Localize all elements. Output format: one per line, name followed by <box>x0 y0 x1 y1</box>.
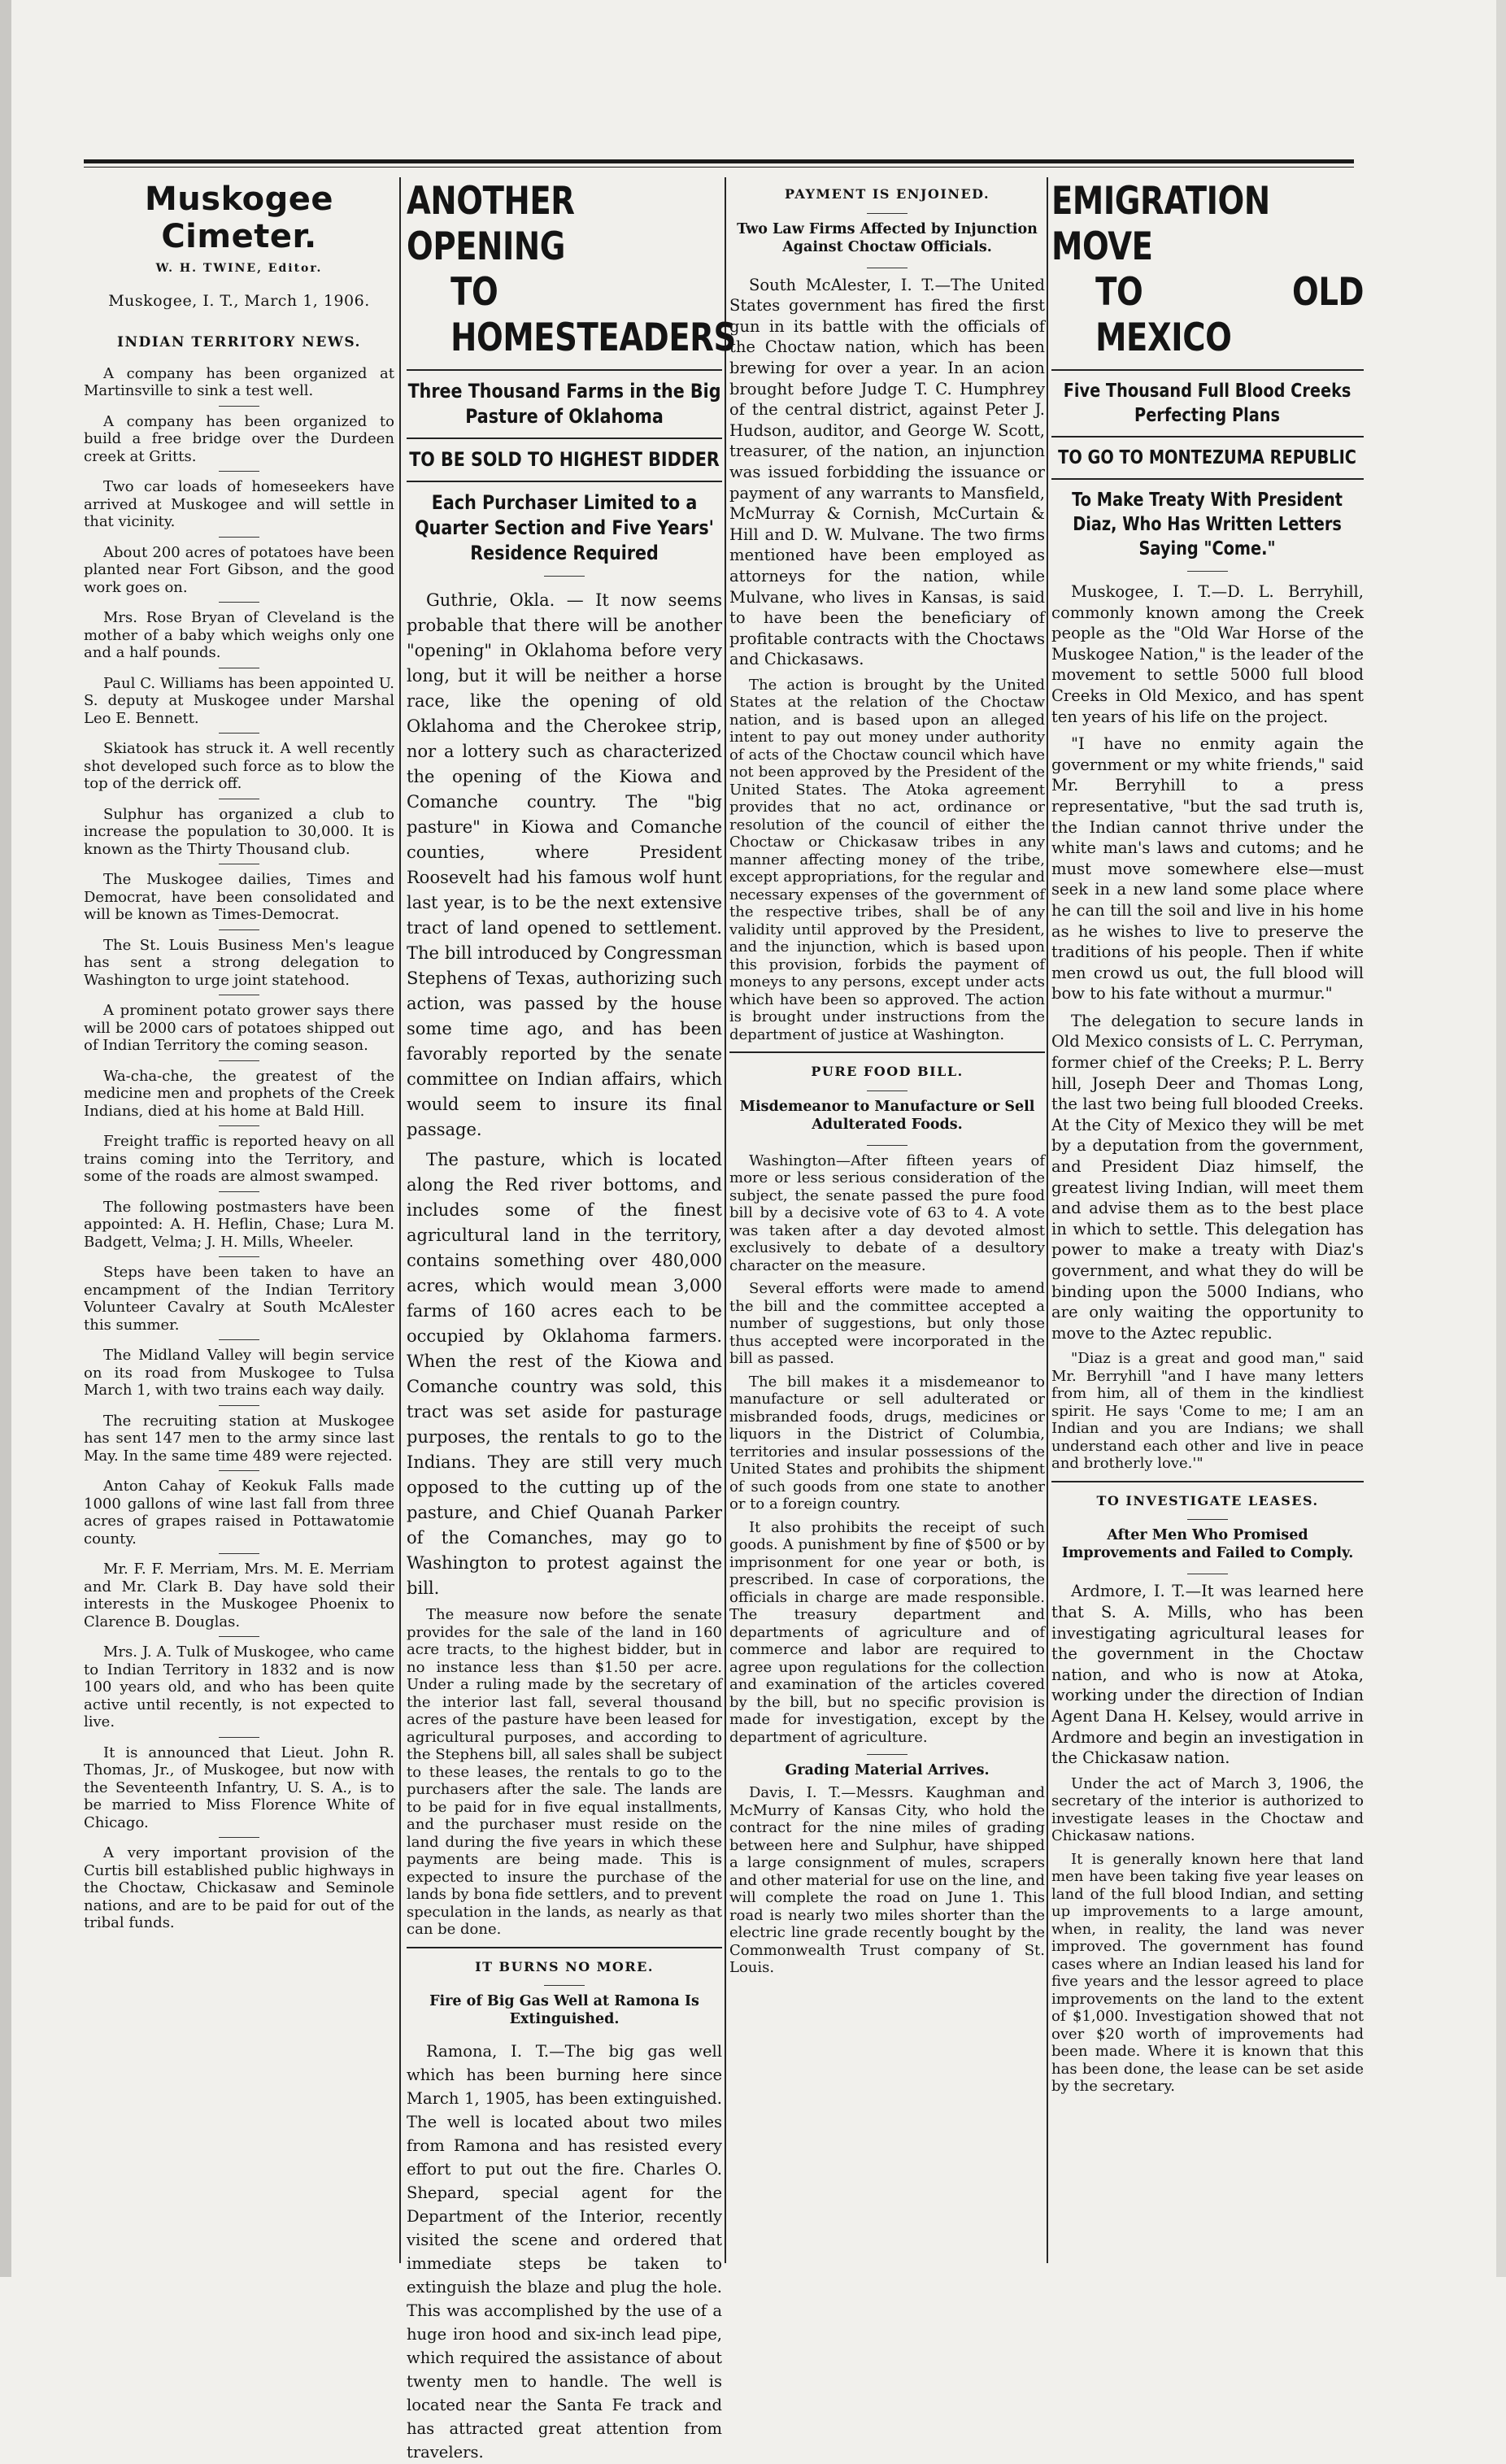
story2-body <box>1051 1581 1364 1768</box>
deck-3: Each Purchaser Limited to a Quarter Section and Five Years' Residence Required <box>415 491 714 564</box>
news-item: Skiatook has struck it. A well recently shot developed such force as to blow the top of the derrick off. <box>84 740 394 793</box>
story2-deck: Misdemeanor to Manufacture or Sell Adulterated Foods. <box>739 1098 1035 1133</box>
story2-heading: TO INVESTIGATE LEASES. <box>1096 1492 1319 1508</box>
headline-emigration <box>1051 179 1364 361</box>
story-paragraph: Davis, I. T.—Messrs. Kaughman and McMurry of Kansas City, who hold the contract for the nine miles of grading between here and Sulphur, have shipped a large consignment of mules, scrapers and other material for use on the line, and will complete the road on June 1. This road is nearly two miles shorter than the electric line grade recently bought by the Commonwealth Trust company of St. Louis. <box>729 1784 1045 1977</box>
headline-line-1: EMIGRATION MOVE <box>1051 179 1270 269</box>
news-item: Anton Cahay of Keokuk Falls made 1000 gallons of wine last fall from three acres of grapes raised in Pottawatomie county. <box>84 1478 394 1548</box>
column-rule-1 <box>399 177 401 2263</box>
masthead-dateline: Muskogee, I. T., March 1, 1906. <box>108 291 370 310</box>
story2-deck: After Men Who Promised Improvements and Failed to Comply. <box>1061 1527 1354 1562</box>
news-item: A prominent potato grower says there will be 2000 cars of potatoes shipped out of Indian Territory the coming season. <box>84 1002 394 1055</box>
news-item: A very important provision of the Curtis bill established public highways in the Choctaw, Chickasaw and Seminole nations, and are to be paid for out of the tribal funds. <box>84 1844 394 1932</box>
story3-body <box>729 1784 1045 1977</box>
story2-heading: IT BURNS NO MORE. <box>475 1958 654 1974</box>
section-heading: INDIAN TERRITORY NEWS. <box>117 334 361 351</box>
story-paragraph: The bill makes it a misdemeanor to manufacture or sell adulterated or misbranded foods, drugs, medicines or liquors in the District of Columbia, territories and insular possessions of the United States and prohibits the shipment of such goods from one state to another or to a foreign country. <box>729 1373 1045 1513</box>
news-item: Paul C. Williams has been appointed U. S. deputy at Muskogee under Marshal Leo E. Bennett. <box>84 674 394 727</box>
story-paragraph: It is generally known here that land men have been taking five year leases on land of the full blood Indian, and setting up improvements to a large amount, when, in reality, the land was never improved. The government has found cases where an Indian leased his land for five years and the lessor agreed to place improvements on the land to the extent of $1,000. Investigation showed that not over $20 worth of improvements had been made. Where it is known that this has been done, the lease can be set aside by the secretary. <box>1051 1850 1364 2096</box>
news-items <box>84 365 394 1932</box>
top-rule <box>84 159 1354 163</box>
top-rule-thin <box>84 167 1354 168</box>
column-rule-3 <box>1047 177 1048 2263</box>
headline-homesteaders <box>407 179 736 361</box>
story-paragraph: South McAlester, I. T.—The United States government has fired the first gun in its battle with the officials of the Choctaw nation, which has been brewing for over a year. In an acion brought before Judge T. C. Humphrey of the central district, against Peter J. Hudson, auditor, and George W. Scott, treasurer, of the nation, an injunction was issued forbidding the issuance or payment of any warrants to Mansfield, McMurray & Cornish, McCurtain & Hill and D. W. Mulvane. The two firms mentioned have been employed as attorneys for the nation, while Mulvane, who lives in Kansas, is said to have been the beneficiary of profitable contracts with the Choctaws and Chickasaws. <box>729 275 1045 669</box>
deck-2: TO BE SOLD TO HIGHEST BIDDER <box>409 448 720 471</box>
story-paragraph: Ardmore, I. T.—It was learned here that S. A. Mills, who has been investigating agricultural leases for the government in the Choctaw nation, and who is now at Atoka, working under the direction of Indian Agent Dana H. Kelsey, would arrive in Ardmore and begin an investigation in the Chickasaw nation. <box>1051 1582 1364 1768</box>
column-4 <box>1051 179 1364 2257</box>
deck-3: To Make Treaty With President Diaz, Who Has Written Letters Saying "Come." <box>1072 490 1343 559</box>
news-item: About 200 acres of potatoes have been planted near Fort Gibson, and the good work goes on. <box>84 543 394 596</box>
story-deck: Two Law Firms Affected by Injunction Against Choctaw Officials. <box>737 220 1038 255</box>
story-paragraph: "I have no enmity again the government or my white friends," said Mr. Berryhill to a press representative, "but the sad truth is, the Indian cannot thrive under the white man's laws and cutoms; and he must move somewhere else—must seek in a new land some place where he can till the soil and live in his home as he wishes to live to preserve the traditions of his people. Then if white men crowd us out, the full blood will bow to his fate without a murmur." <box>1051 734 1364 1003</box>
deck-1: Three Thousand Farms in the Big Pasture of Oklahoma <box>407 380 721 428</box>
news-item: Wa-cha-che, the greatest of the medicine men and prophets of the Creek Indians, died at his home at Bald Hill. <box>84 1067 394 1120</box>
news-item: Freight traffic is reported heavy on all trains coming into the Territory, and some of the roads are almost swamped. <box>84 1133 394 1186</box>
story3-heading: Grading Material Arrives. <box>785 1762 990 1779</box>
column-1 <box>84 179 394 2257</box>
story-paragraph: Muskogee, I. T.—D. L. Berryhill, commonly known among the Creek people as the "Old War Horse of the Muskogee Nation," is the leader of the movement to settle 5000 full blood Creeks in Old Mexico, and has spent ten years of his life on the project. <box>1051 582 1364 726</box>
masthead-editor: W. H. TWINE, Editor. <box>155 262 323 275</box>
story-paragraph: The pasture, which is located along the Red river bottoms, and includes some of the finest agricultural land in the territory, contains something over 480,000 acres, which would mean 3,000 farms of 160 acres each to be occupied by Oklahoma farmers. When the rest of the Kiowa and Comanche country was sold, this tract was set aside for pasturage purposes, the rentals to go to the Indians. They are still very much opposed to the cutting up of the pasture, and Chief Quanah Parker of the Comanches, may go to Washington to protest against the bill. <box>407 1150 722 1598</box>
news-item: The Muskogee dailies, Times and Democrat, have been consolidated and will be known as Times-Democrat. <box>84 871 394 924</box>
deck-2: TO GO TO MONTEZUMA REPUBLIC <box>1058 447 1357 468</box>
news-item: The following postmasters have been appointed: A. H. Heflin, Chase; Lura M. Badgett, Velma; J. H. Mills, Wheeler. <box>84 1198 394 1251</box>
story-heading: PAYMENT IS ENJOINED. <box>784 186 990 202</box>
story-body <box>1051 581 1364 1343</box>
story-paragraph: The action is brought by the United States at the relation of the Choctaw nation, and is based upon an alleged intent to pay out money under authority of acts of the Choctaw council which have not been approved by the President of the United States. The Atoka agreement provides that no act, ordinance or resolution of the council of either the Choctaw or Chickasaw tribes in any manner affecting money of the tribe, except appropriations, for the regular and necessary expenses of the government of the respective tribes, shall be of any validity until approved by the President, and the injunction, which is based upon this provision, forbids the payment of moneys to any persons, except under acts which have been so approved. The action is brought under instructions from the department of justice at Washington. <box>729 676 1045 1043</box>
story2-body <box>729 1152 1045 1747</box>
news-item: The Midland Valley will begin service on its road from Muskogee to Tulsa March 1, with two trains each way daily. <box>84 1347 394 1400</box>
headline-line-2: TO HOMESTEADERS <box>450 270 736 360</box>
news-item: The St. Louis Business Men's league has sent a strong delegation to Washington to urge joint statehood. <box>84 936 394 989</box>
news-item: Mrs. J. A. Tulk of Muskogee, who came to Indian Territory in 1832 and is now 100 years old, and who has been quite active until recently, is not expected to live. <box>84 1643 394 1731</box>
news-item: It is announced that Lieut. John R. Thomas, Jr., of Muskogee, but now with the Seventeenth Infantry, U. S. A., is to be married to Miss Florence White of Chicago. <box>84 1744 394 1831</box>
deck-1: Five Thousand Full Blood Creeks Perfecting Plans <box>1064 381 1351 426</box>
news-item: A company has been organized to build a free bridge over the Durdeen creek at Gritts. <box>84 412 394 465</box>
story-paragraph: It also prohibits the receipt of such goods. A punishment by fine of $500 or by imprisonment for one year or both, is prescribed. In case of corporations, the officials in charge are made responsible. The treasury department and departments of agriculture and of commerce and labor are required to agree upon regulations for the collection and examination of the articles covered by the bill, but no specific provision is made for investigation, except by the department of agriculture. <box>729 1518 1045 1746</box>
page-edge-right <box>1496 0 1506 2277</box>
story-body-continued <box>729 677 1045 1044</box>
story2-heading: PURE FOOD BILL. <box>811 1064 964 1080</box>
story-paragraph: Several efforts were made to amend the bill and the committee accepted a number of suggestions, but only those thus accepted were incorporated in the bill as passed. <box>729 1280 1045 1368</box>
story-body-continued <box>407 1606 722 1939</box>
story-paragraph: "Diaz is a great and good man," said Mr. Berryhill "and I have many letters from him, all of them in the kindliest spirit. He says 'Come to me; I am an Indian and you are Indians; we shall understand each other and live in peace and brotherly love.'" <box>1051 1350 1364 1473</box>
news-item: Steps have been taken to have an encampment of the Indian Territory Volunteer Cavalry at South McAlester this summer. <box>84 1264 394 1334</box>
masthead-title: Muskogee Cimeter. <box>145 181 333 255</box>
story-paragraph: Guthrie, Okla. — It now seems probable that there will be another "opening" in Oklahoma before very long, but it will be neither a horse race, like the opening of old Oklahoma and the Cherokee strip, nor a lottery such as characterized the opening of the Kiowa and Comanche country. The "big pasture" in Kiowa and Comanche counties, where President Roosevelt had his famous wolf hunt last year, is to be the next extensive tract of land opened to settlement. The bill introduced by Congressman Stephens of Texas, authorizing such action, was passed by the house some time ago, and has been favorably reported by the senate committee on Indian affairs, which would seem to insure its final passage. <box>407 590 722 1139</box>
story-paragraph: Ramona, I. T.—The big gas well which has been burning here since March 1, 1905, has been extinguished. The well is located about two miles from Ramona and has resisted every effort to put out the fire. Charles O. Shepard, special agent for the Department of the Interior, recently visited the scene and ordered that immediate steps be taken to extinguish the blaze and plug the hole. This was accomplished by the use of a huge iron hood and six-inch lead pipe, which required the assistance of about twenty men to handle. The well is located near the Santa Fe track and has attracted great attention from travelers. <box>407 2042 722 2462</box>
story-paragraph: The measure now before the senate provides for the sale of the land in 160 acre tracts, to the highest bidder, but in no instance less than $1.50 per acre. Under a ruling made by the secretary of the interior last fall, several thousand acres of the pasture have been leased for agricultural purposes, and according to the Stephens bill, all sales shall be subject to these leases, the rentals to go to the purchasers after the sale. The lands are to be paid for in five equal installments, and the purchaser must reside on the land during the five years in which these payments are being made. This is expected to insure the purchase of the lands by bona fide settlers, and to prevent speculation in the lands, as nearly as that can be done. <box>407 1606 722 1938</box>
story-paragraph: Under the act of March 3, 1906, the secretary of the interior is authorized to investigate leases in the Choctaw and Chickasaw nations. <box>1051 1774 1364 1845</box>
story-paragraph: Washington—After fifteen years of more or less serious consideration of the subject, the senate passed the pure food bill by a decisive vote of 63 to 4. A vote was taken after a day devoted almost exclusively to debate of a desultory character on the measure. <box>729 1151 1045 1274</box>
story-body <box>407 588 722 1601</box>
news-item: Two car loads of homeseekers have arrived at Muskogee and will settle in that vicinity. <box>84 478 394 531</box>
headline-line-1: ANOTHER OPENING <box>407 179 575 269</box>
column-2 <box>407 179 736 2462</box>
story2-body-continued <box>1051 1775 1364 2096</box>
story-body <box>729 275 1045 670</box>
news-item: Mrs. Rose Bryan of Cleveland is the mother of a baby which weighs only one and a half pounds. <box>84 609 394 662</box>
story-paragraph: The delegation to secure lands in Old Mexico consists of L. C. Perryman, former chief of the Creeks; P. L. Berry hill, Joseph Deer and Thomas Long, the last two being full blooded Creeks. At the City of Mexico they will be met by a deputation from the government, and President Diaz himself, the greatest living Indian, will meet them and advise them as to the best place in which to settle. This delegation has power to make a treaty with Diaz's government, and what they do will be binding upon the 5000 Indians, who are only waiting the opportunity to move to the Aztec republic. <box>1051 1011 1364 1343</box>
news-item: Mr. F. F. Merriam, Mrs. M. E. Merriam and Mr. Clark B. Day have sold their interests in the Muskogee Phoenix to Clarence B. Douglas. <box>84 1561 394 1630</box>
story-body-continued <box>1051 1350 1364 1473</box>
page-edge-left <box>0 0 11 2277</box>
news-item: The recruiting station at Muskogee has sent 147 men to the army since last May. In the same time 489 were rejected. <box>84 1412 394 1465</box>
headline-line-2: TO OLD MEXICO <box>1095 270 1365 360</box>
story2-deck: Fire of Big Gas Well at Ramona Is Extinguished. <box>429 1993 699 2028</box>
story2-body <box>407 2040 722 2464</box>
news-item: A company has been organized at Martinsville to sink a test well. <box>84 364 394 400</box>
column-rule-2 <box>725 177 726 2263</box>
column-3 <box>729 179 1045 2257</box>
news-item: Sulphur has organized a club to increase the population to 30,000. It is known as the Thirty Thousand club. <box>84 805 394 858</box>
